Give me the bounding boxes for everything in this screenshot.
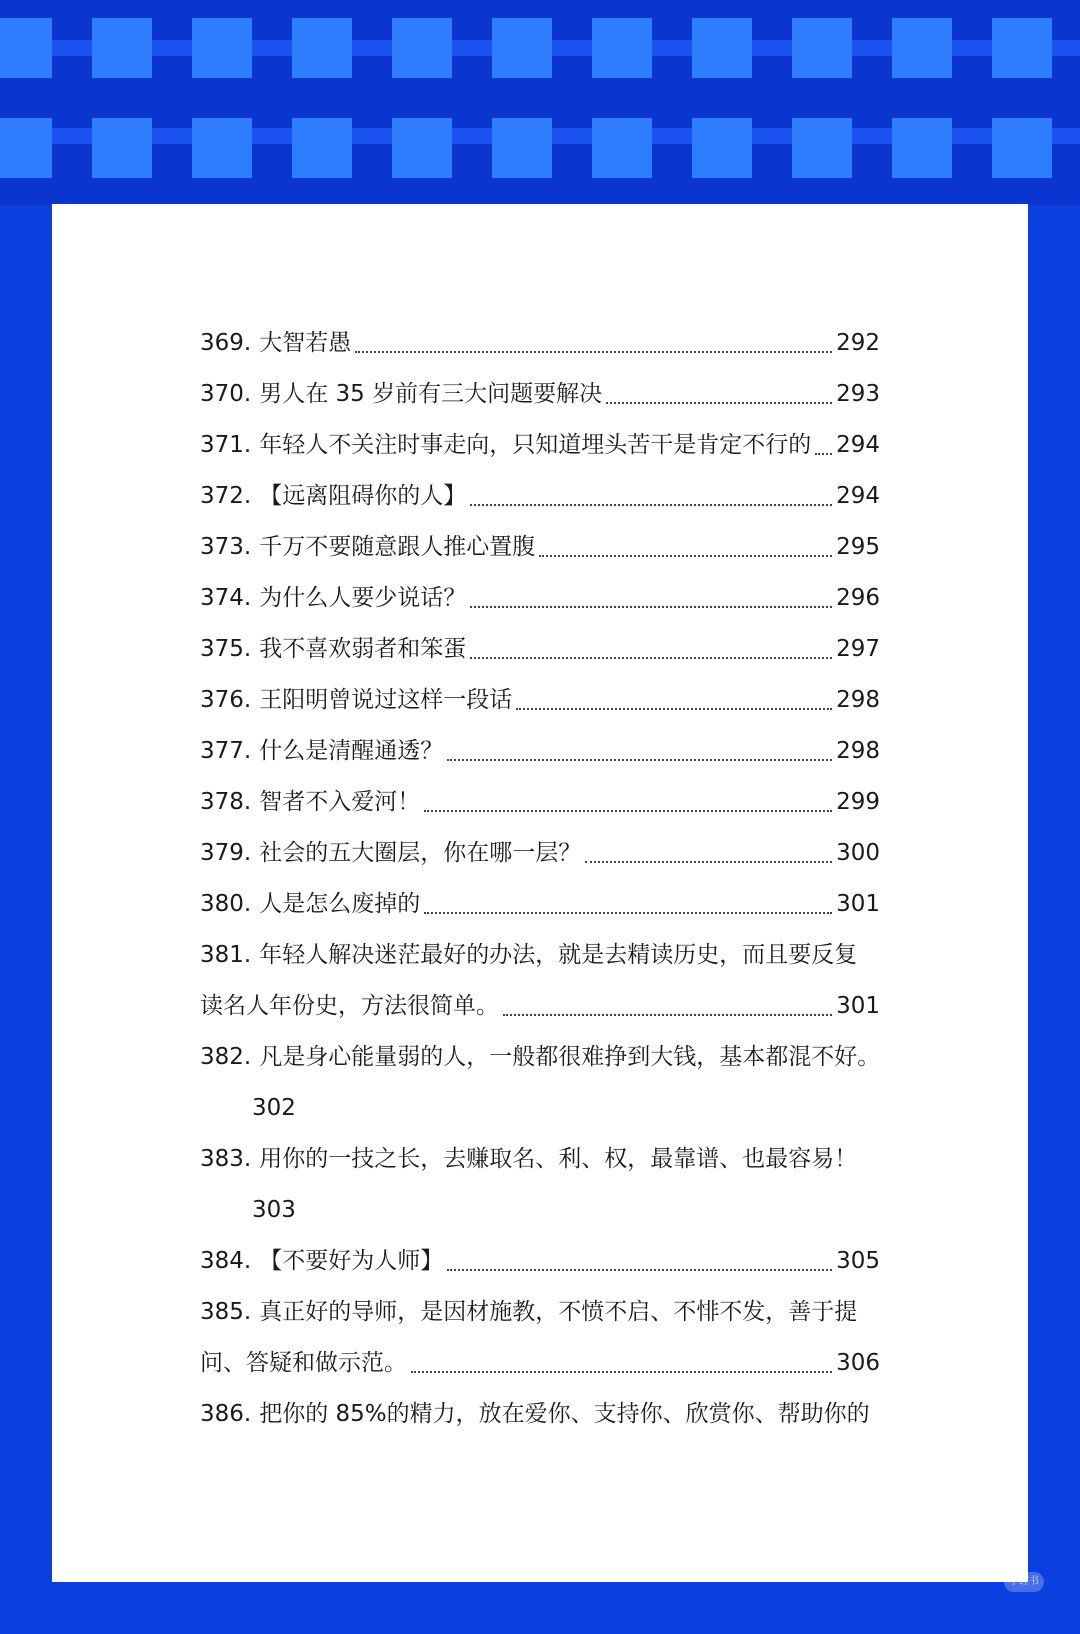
entry-page: 292 [836,330,880,356]
entry-title-cont: 问、答疑和做示范。 [200,1350,407,1376]
toc-entry [200,879,880,930]
header-pattern [0,0,1080,205]
pattern-tile [892,118,952,178]
entry-page: 301 [836,891,880,917]
entry-page: 305 [836,1248,880,1274]
entry-number: 374. [200,585,252,611]
entry-page: 293 [836,381,880,407]
pattern-tile [192,118,252,178]
pattern-tile [492,118,552,178]
table-of-contents [200,318,880,1440]
leader-dots [470,605,832,608]
pattern-tile [392,18,452,78]
entry-title: 王阳明曾说过这样一段话 [259,687,513,713]
entry-page: 302 [252,1095,296,1121]
toc-entry [200,471,880,522]
entry-page: 295 [836,534,880,560]
entry-title: 【不要好为人师】 [259,1248,444,1274]
entry-title: 千万不要随意跟人推心置腹 [259,534,536,560]
leader-dots [447,758,832,761]
entry-number: 381. [200,942,252,968]
entry-title: 真正好的导师，是因材施教，不愤不启、不悱不发，善于提 [259,1299,858,1325]
pattern-tile [892,18,952,78]
toc-entry-381-cont [200,981,880,1032]
pattern-tile [0,18,52,78]
pattern-tile [92,118,152,178]
entry-number: 380. [200,891,252,917]
entry-number: 386. [200,1401,252,1427]
entry-page: 300 [836,840,880,866]
leader-dots [424,809,832,812]
entry-number: 376. [200,687,252,713]
entry-number: 383. [200,1146,252,1172]
entry-title: 把你的 85%的精力，放在爱你、支持你、欣赏你、帮助你的 [259,1401,870,1427]
leader-dots [606,401,832,404]
pattern-tile [292,18,352,78]
entry-title: 用你的一技之长，去赚取名、利、权，最靠谱、也最容易！ [259,1146,858,1172]
toc-entry-382-page [200,1083,880,1134]
toc-entry-385-cont [200,1338,880,1389]
entry-page: 294 [836,483,880,509]
entry-number: 375. [200,636,252,662]
pattern-tile [92,18,152,78]
entry-title: 年轻人不关注时事走向，只知道埋头苦干是肯定不行的 [259,432,812,458]
entry-title: 【远离阻碍你的人】 [259,483,467,509]
leader-dots [539,554,832,557]
toc-entry [200,726,880,777]
toc-entry-382 [200,1032,880,1083]
pattern-tile [0,118,52,178]
entry-title: 男人在 35 岁前有三大问题要解决 [259,381,603,407]
toc-entry [200,573,880,624]
entry-page: 298 [836,738,880,764]
toc-entry-381 [200,930,880,981]
toc-entry [200,369,880,420]
toc-entry-385 [200,1287,880,1338]
entry-number: 377. [200,738,252,764]
pattern-tile [492,18,552,78]
entry-title: 年轻人解决迷茫最好的办法，就是去精读历史，而且要反复 [259,942,858,968]
entry-page: 296 [836,585,880,611]
leader-dots [585,860,832,863]
pattern-tile [392,118,452,178]
toc-entry [200,624,880,675]
toc-entry-384 [200,1236,880,1287]
toc-entry [200,522,880,573]
toc-entry [200,828,880,879]
toc-entry-383-page [200,1185,880,1236]
toc-entry-386 [200,1389,880,1440]
entry-number: 373. [200,534,252,560]
entry-page: 299 [836,789,880,815]
entry-title: 智者不入爱河！ [259,789,421,815]
pattern-tile [692,118,752,178]
entry-page: 301 [836,993,880,1019]
entry-page: 306 [836,1350,880,1376]
entry-title: 大智若愚 [259,330,352,356]
entry-number: 369. [200,330,252,356]
pattern-tile [592,118,652,178]
entry-title: 为什么人要少说话？ [259,585,467,611]
pattern-tile [692,18,752,78]
watermark-logo: 小红书 [1004,1572,1044,1592]
entry-number: 382. [200,1044,252,1070]
entry-number: 372. [200,483,252,509]
pattern-tile [992,118,1052,178]
entry-page: 297 [836,636,880,662]
leader-dots [447,1268,832,1271]
entry-page: 294 [836,432,880,458]
entry-number: 384. [200,1248,252,1274]
pattern-tile [592,18,652,78]
toc-entry-383 [200,1134,880,1185]
entry-title: 什么是清醒通透？ [259,738,444,764]
toc-entry [200,420,880,471]
entry-number: 371. [200,432,252,458]
entry-number: 370. [200,381,252,407]
leader-dots [355,350,832,353]
leader-dots [424,911,832,914]
entry-page: 303 [252,1197,296,1223]
leader-dots [503,1013,832,1016]
toc-entry [200,777,880,828]
entry-title-cont: 读名人年份史，方法很简单。 [200,993,499,1019]
leader-dots [470,656,832,659]
entry-title: 我不喜欢弱者和笨蛋 [259,636,467,662]
toc-entry [200,675,880,726]
leader-dots [815,452,832,455]
entry-number: 378. [200,789,252,815]
entry-title: 凡是身心能量弱的人，一般都很难挣到大钱，基本都混不好。 [259,1044,881,1070]
pattern-tile [192,18,252,78]
leader-dots [470,503,832,506]
leader-dots [411,1370,832,1373]
entry-number: 385. [200,1299,252,1325]
pattern-tile [292,118,352,178]
pattern-tile [792,18,852,78]
entry-page: 298 [836,687,880,713]
leader-dots [516,707,832,710]
entry-title: 人是怎么废掉的 [259,891,421,917]
pattern-tile [792,118,852,178]
pattern-tile [992,18,1052,78]
toc-entry [200,318,880,369]
entry-number: 379. [200,840,252,866]
entry-title: 社会的五大圈层，你在哪一层？ [259,840,582,866]
